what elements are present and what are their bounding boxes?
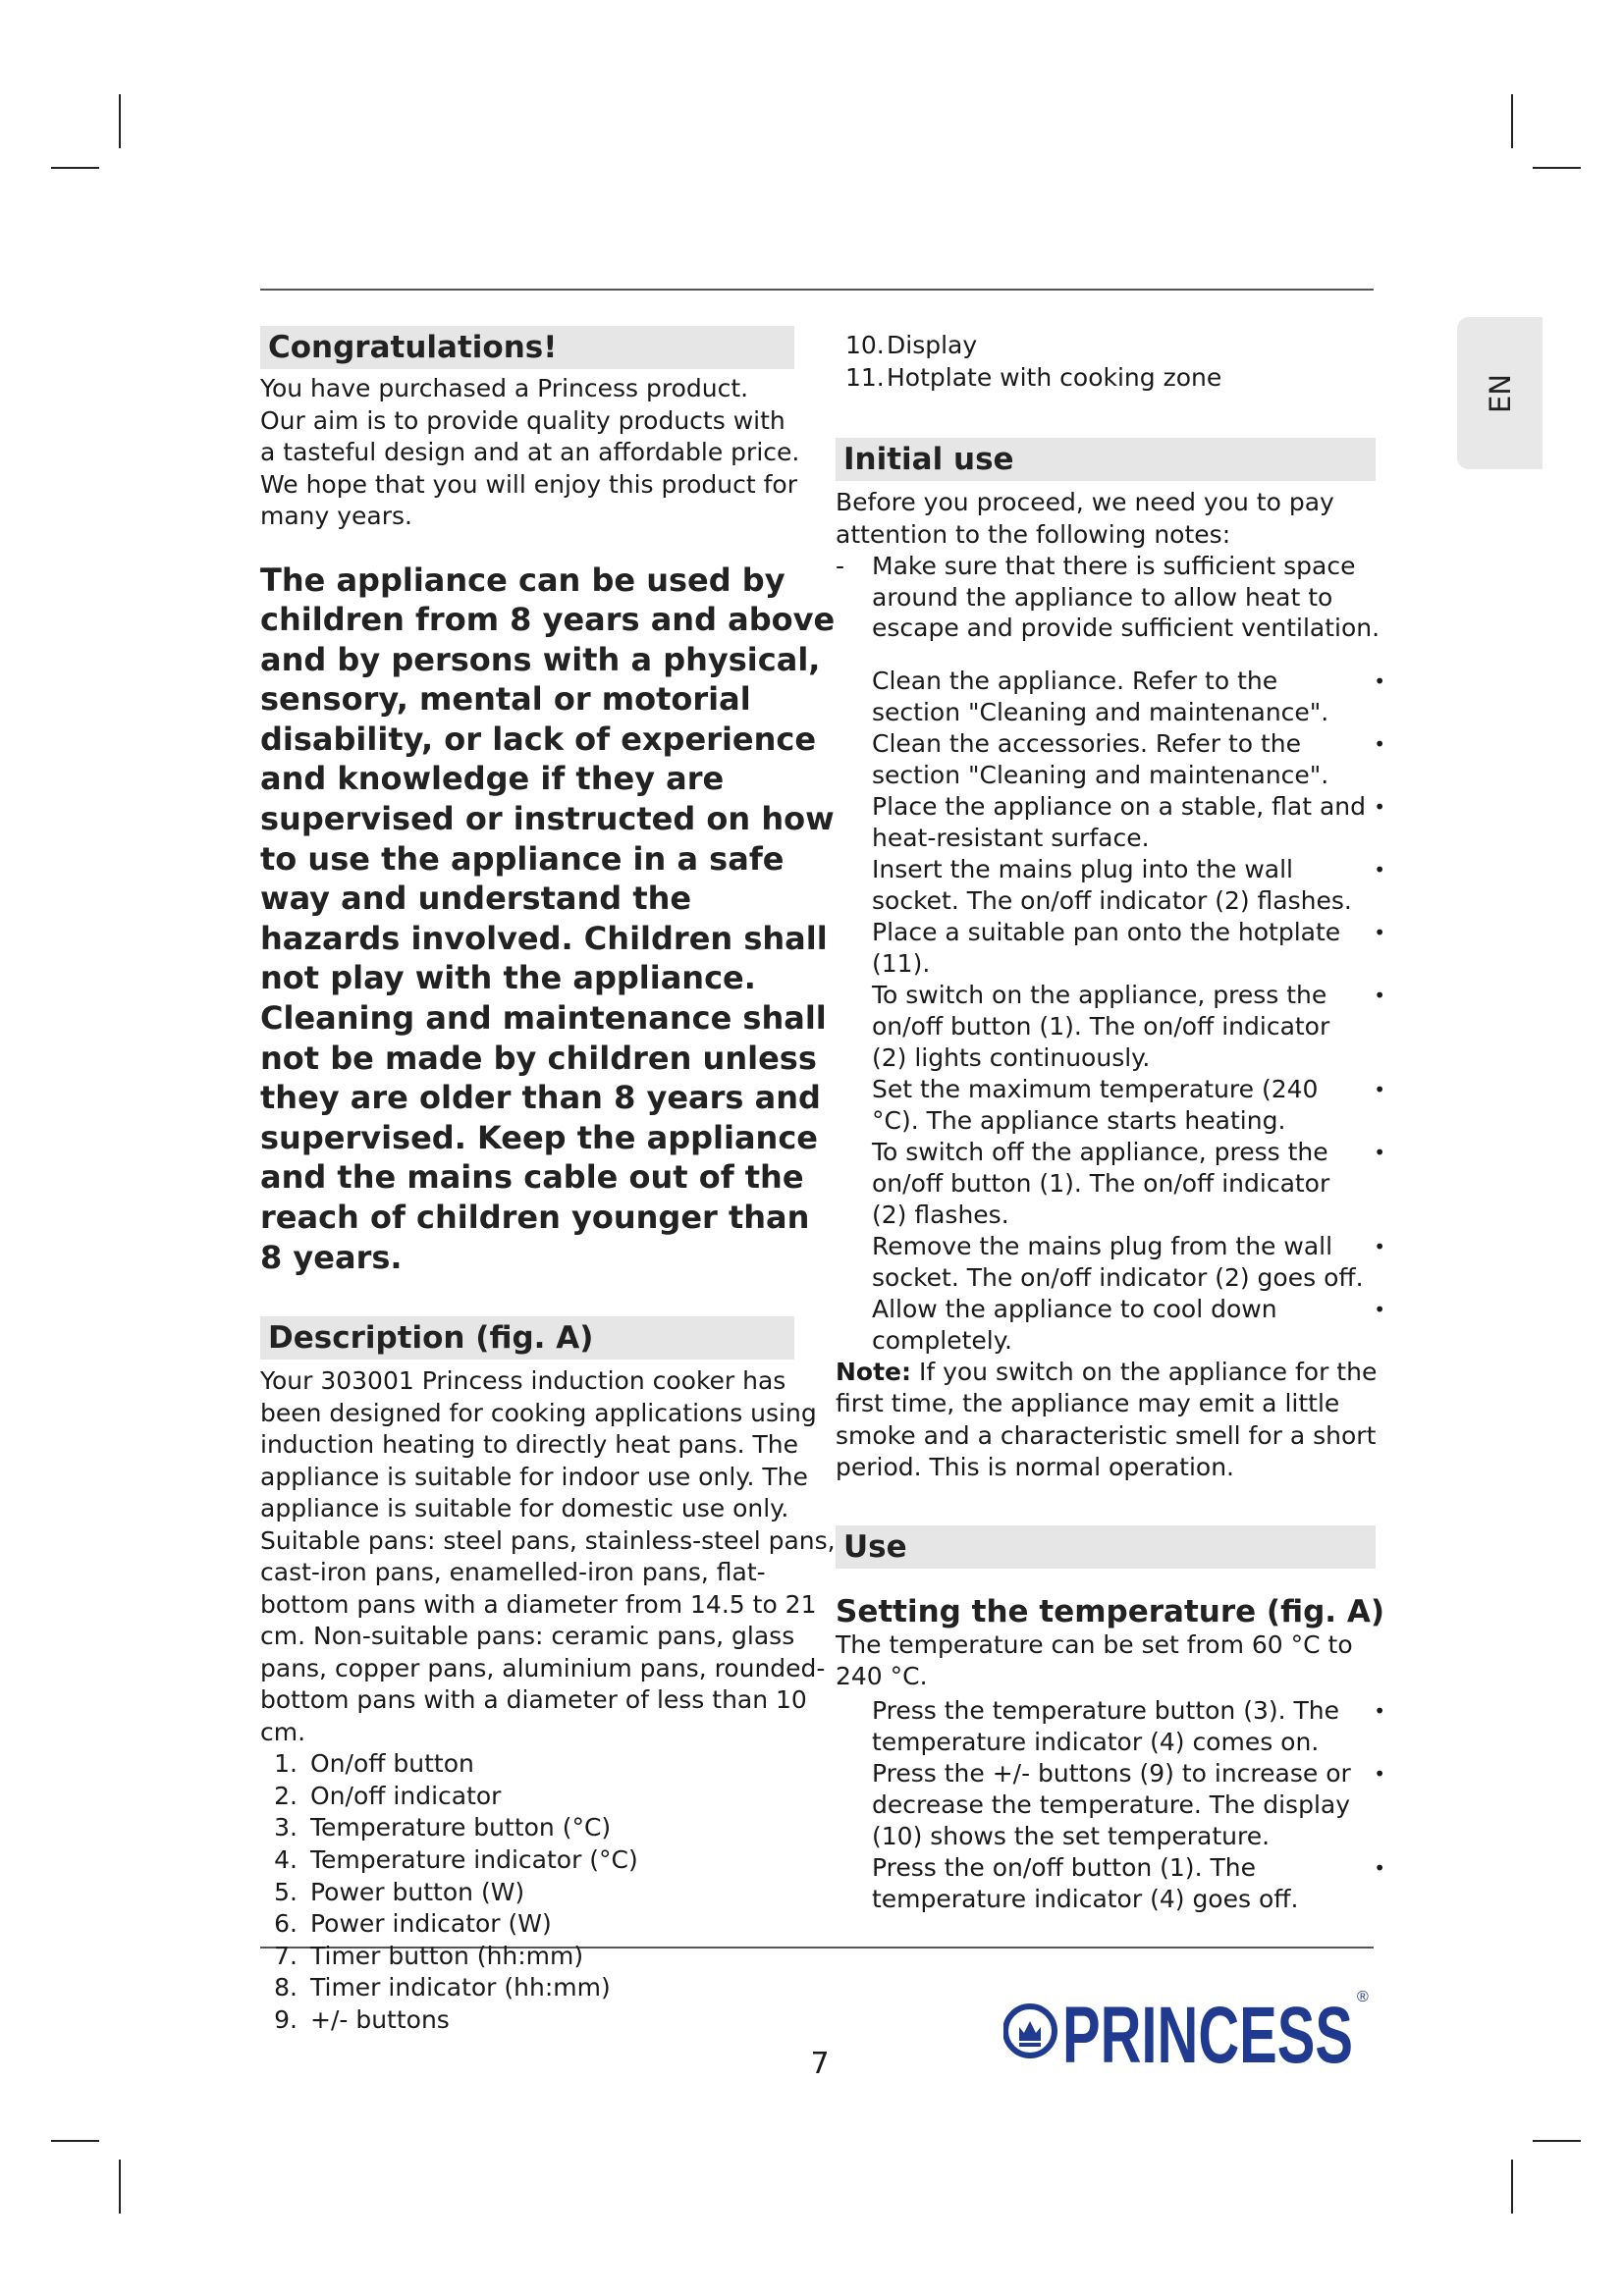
use-steps <box>836 1695 1385 1915</box>
congratulations-line: many years. <box>260 502 413 530</box>
list-item: Insert the mains plug into the wall socket. The on/off indicator (2) flashes. • <box>872 854 1385 915</box>
list-item: 7. Timer button (hh:mm) <box>274 1941 584 1970</box>
list-item: Set the maximum temperature (240 °C). The appliance starts heating. • <box>872 1074 1385 1135</box>
bullet-icon: • <box>1374 731 1385 756</box>
parts-list-continued <box>836 330 1385 394</box>
bullet-icon: • <box>1374 794 1385 819</box>
list-item: To switch off the appliance, press the on/off button (1). The on/off indicator (2) flashes. • <box>872 1137 1385 1229</box>
registered-mark: ® <box>1357 1989 1369 2005</box>
congratulations-heading: Congratulations! <box>260 326 794 369</box>
top-rule <box>260 289 1374 291</box>
list-item: 6. Power indicator (W) <box>274 1909 552 1939</box>
crop-mark <box>51 2140 99 2142</box>
crop-mark <box>1533 167 1581 169</box>
initial-use-intro: Before you proceed, we need you to pay attention to the following notes: <box>836 488 1334 549</box>
use-heading: Use <box>836 1525 1376 1569</box>
list-item: 5. Power button (W) <box>274 1877 525 1906</box>
language-tab-label: EN <box>1483 373 1517 413</box>
initial-use-note-text: Note: If you switch on the appliance for the first time, the appliance may emit a little smoke and a characteristic smell for a short period. This is normal operation. <box>836 1357 1378 1482</box>
list-item: 11. Hotplate with cooking zone <box>845 362 1222 392</box>
list-item: Press the temperature button (3). The temperature indicator (4) comes on. • <box>872 1695 1385 1756</box>
description-heading: Description (fig. A) <box>260 1316 794 1360</box>
list-item: To switch on the appliance, press the on/off button (1). The on/off indicator (2) lights continuously. • <box>872 980 1385 1072</box>
bullet-icon: • <box>1374 920 1385 944</box>
initial-use-steps <box>836 666 1385 1357</box>
parts-list <box>260 1748 839 2036</box>
list-item: 4. Temperature indicator (°C) <box>274 1844 638 1874</box>
list-item: Remove the mains plug from the wall socket. The on/off indicator (2) goes off. • <box>872 1231 1385 1292</box>
crown-icon <box>1005 2006 1055 2056</box>
bullet-icon: • <box>1374 1698 1385 1723</box>
crop-mark <box>1533 2140 1581 2142</box>
child-safety-warning: The appliance can be used by children from 8 years and above and by persons with a physical, sensory, mental or motorial disability, or lack of experience and knowledge if they are supervised or instructed on how to use the appliance in a safe way and understand the hazards involved. Children shall not play with the appliance. Cleaning and maintenance shall not be made by children unless they are older than 8 years and supervised. Keep the appliance and the mains cable out of the reach of children younger than 8 years. <box>260 561 836 1276</box>
congratulations-line: We hope that you will enjoy this product for <box>260 469 797 499</box>
page-number: 7 <box>810 2047 830 2081</box>
bullet-icon: • <box>1374 983 1385 1007</box>
list-item: 3. Temperature button (°C) <box>274 1813 612 1842</box>
initial-use-note: - Make sure that there is sufficient space around the appliance to allow heat to escape and provide sufficient ventilation. <box>836 552 1380 643</box>
bullet-icon: • <box>1374 1140 1385 1164</box>
list-item: Press the on/off button (1). The temperature indicator (4) goes off. • <box>872 1852 1385 1913</box>
congratulations-line: a tasteful design and at an affordable price. <box>260 438 800 466</box>
use-intro: The temperature can be set from 60 °C to 240 °C. <box>836 1629 1353 1691</box>
bullet-icon: • <box>1374 1761 1385 1786</box>
list-item: Place the appliance on a stable, flat and heat-resistant surface. • <box>872 791 1385 852</box>
list-item: Place a suitable pan onto the hotplate (11). • <box>872 917 1385 978</box>
bullet-icon: • <box>1374 857 1385 881</box>
logo-wordmark: PRINCESS <box>1062 1991 1353 2080</box>
crop-mark <box>1511 2160 1513 2214</box>
list-item: 8. Timer indicator (hh:mm) <box>274 1973 611 2002</box>
congratulations-line: Our aim is to provide quality products with <box>260 405 785 435</box>
list-item: 1. On/off button <box>274 1749 474 1779</box>
princess-logo <box>1003 1976 1373 2084</box>
right-column <box>836 326 1385 1915</box>
setting-temperature-heading: Setting the temperature (fig. A) <box>836 1593 1384 1629</box>
left-column <box>260 326 839 2037</box>
list-item: Clean the accessories. Refer to the section "Cleaning and maintenance". • <box>872 728 1385 789</box>
bullet-icon: • <box>1374 1855 1385 1880</box>
list-item: 10. Display <box>845 331 978 359</box>
bullet-icon: • <box>1374 668 1385 693</box>
list-item: Press the +/- buttons (9) to increase or decrease the temperature. The display (10) shows the set temperature. • <box>872 1758 1385 1850</box>
bullet-icon: • <box>1374 1077 1385 1101</box>
list-item: Allow the appliance to cool down completely. • <box>872 1294 1385 1355</box>
list-item: 2. On/off indicator <box>274 1781 502 1810</box>
congratulations-line: You have purchased a Princess product. <box>260 374 749 402</box>
language-tab <box>1457 317 1543 469</box>
dash-marker: - <box>836 552 845 581</box>
bullet-icon: • <box>1374 1297 1385 1321</box>
initial-use-heading: Initial use <box>836 438 1376 481</box>
crop-mark <box>119 94 121 148</box>
crop-mark <box>119 2160 121 2214</box>
note-label: Note: <box>836 1357 912 1386</box>
crop-mark <box>1511 94 1513 148</box>
congratulations-text <box>260 373 839 533</box>
list-item: 9. +/- buttons <box>274 2004 450 2034</box>
crop-mark <box>51 167 99 169</box>
description-paragraph: Your 303001 Princess induction cooker has been designed for cooking applications using induction heating to directly heat pans. The appliance is suitable for indoor use only. The appliance is suitable for domestic use only. Suitable pans: steel pans, stainless-steel pans, cast-iron pans, enamelled-iron pans, flat-bottom pans with a diameter from 14.5 to 21 cm. Non-suitable pans: ceramic pans, glass pans, copper pans, aluminium pans, rounded-bottom pans with a diameter of less than 10 cm. <box>260 1366 836 1746</box>
bullet-icon: • <box>1374 1234 1385 1258</box>
list-item: Clean the appliance. Refer to the section "Cleaning and maintenance". • <box>872 666 1385 726</box>
